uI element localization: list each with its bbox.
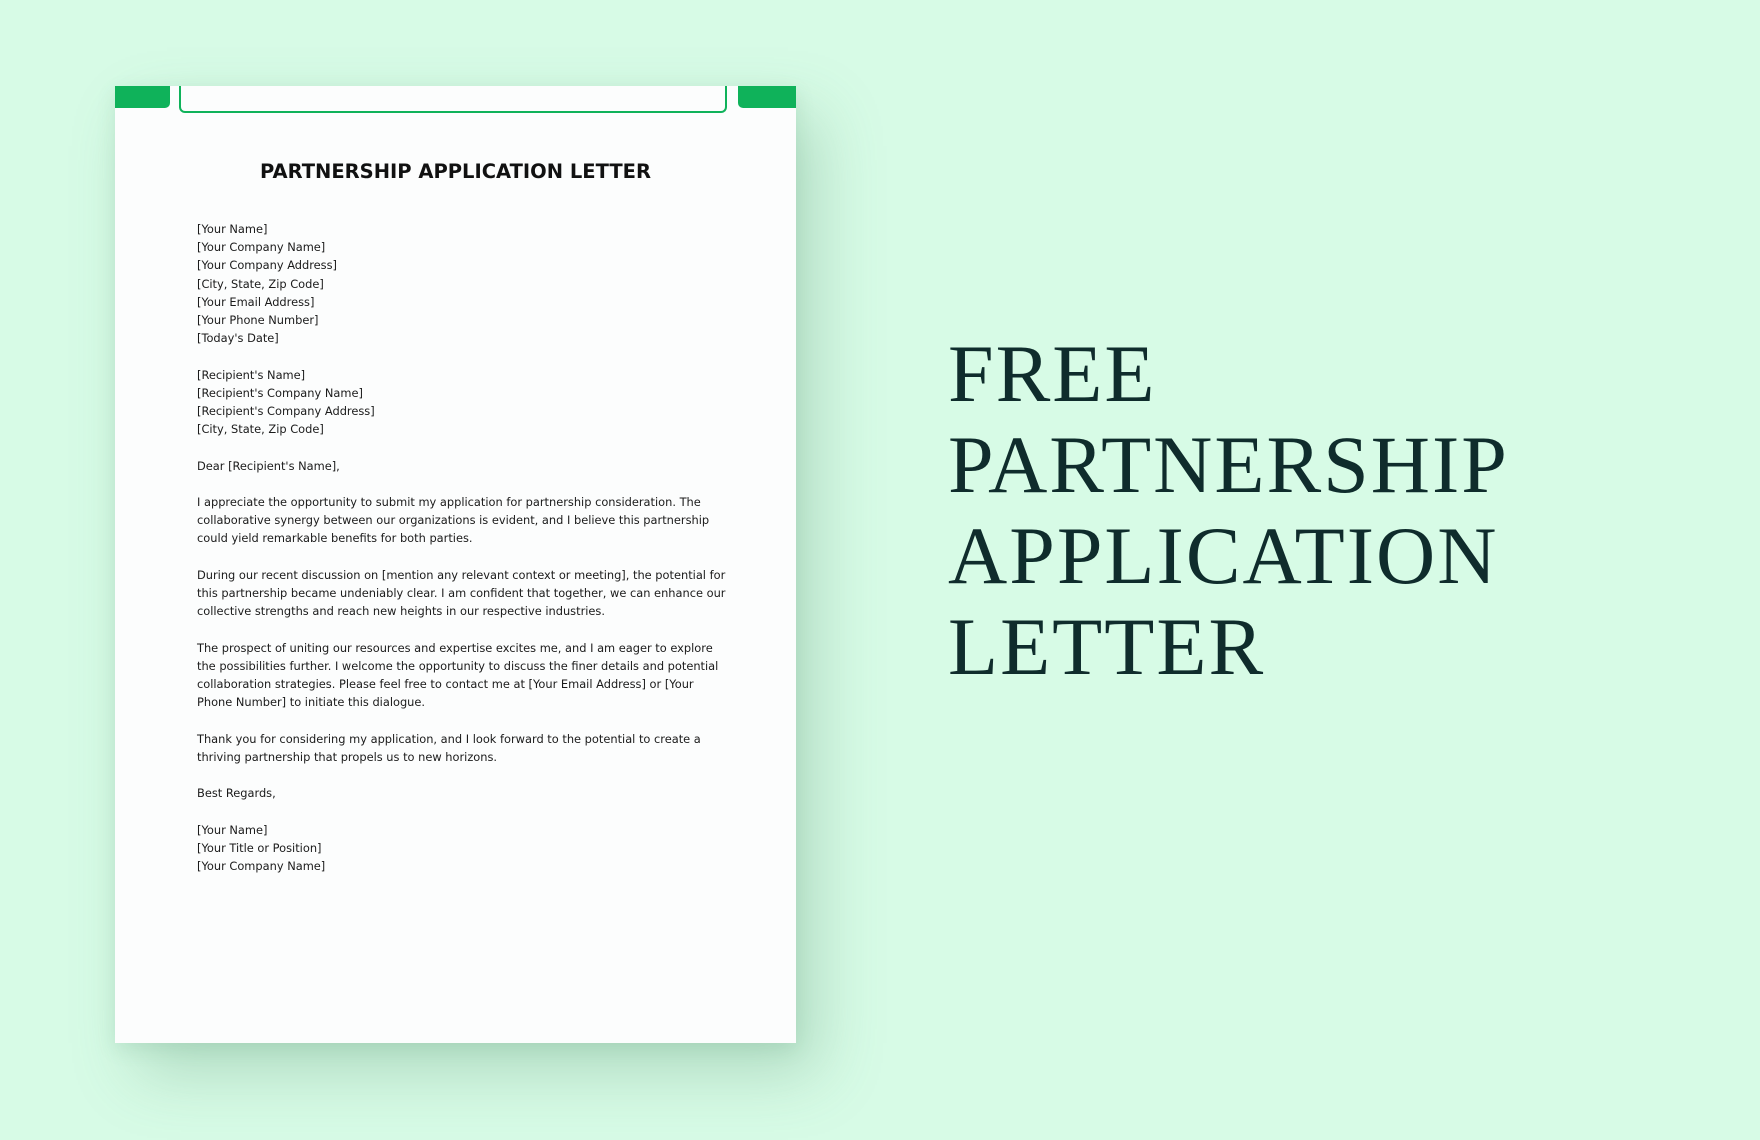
body-paragraph [197, 639, 742, 712]
letter-body [197, 220, 742, 893]
sender-line: [Your Phone Number] [197, 313, 319, 328]
paragraph-line: Thank you for considering my application, and I look forward to the potential to create a [197, 731, 701, 746]
sender-line: [Your Email Address] [197, 294, 315, 309]
sender-line: [Your Name] [197, 222, 268, 236]
recipient-line: [City, State, Zip Code] [197, 422, 324, 437]
page-header-frame-decoration [179, 86, 727, 113]
paragraph-line: thriving partnership that propels us to new horizons. [197, 749, 498, 764]
document-title: PARTNERSHIP APPLICATION LETTER [259, 160, 651, 183]
paragraph-line: could yield remarkable benefits for both parties. [197, 531, 473, 546]
recipient-block [197, 366, 742, 439]
paragraph-line: I appreciate the opportunity to submit my application for partnership consideration. The [197, 495, 701, 509]
paragraph-line: During our recent discussion on [mention any relevant context or meeting], the potential for [197, 567, 726, 582]
sender-line: [Today's Date] [197, 331, 279, 346]
paragraph-line: The prospect of uniting our resources and expertise excites me, and I am eager to explore [197, 640, 713, 655]
headline-line: PARTNERSHIP [948, 419, 1509, 510]
closing: Best Regards, [197, 786, 276, 801]
headline-line: LETTER [948, 601, 1266, 692]
body-paragraph [197, 493, 742, 548]
signature-line: [Your Company Name] [197, 858, 326, 873]
sender-line: [Your Company Address] [197, 258, 337, 273]
paragraph-line: collaboration strategies. Please feel free to contact me at [Your Email Address] or [Your [197, 677, 694, 691]
signature-block [197, 821, 742, 876]
paragraph-line: Phone Number] to initiate this dialogue. [197, 695, 426, 710]
recipient-line: [Recipient's Name] [197, 367, 306, 382]
page-tab-right-decoration [738, 86, 796, 108]
paragraph-line: the possibilities further. I welcome the opportunity to discuss the finer details and potential [197, 658, 719, 673]
sender-line: [City, State, Zip Code] [197, 276, 324, 291]
recipient-line: [Recipient's Company Name] [197, 385, 363, 400]
headline-line: APPLICATION [948, 510, 1499, 601]
sender-block [197, 220, 742, 347]
signature-line: [Your Title or Position] [197, 840, 322, 855]
paragraph-line: collective strengths and reach new heights in our respective industries. [197, 604, 605, 619]
body-paragraph [197, 566, 742, 621]
letter-page [115, 86, 796, 1043]
recipient-line: [Recipient's Company Address] [197, 404, 375, 419]
paragraph-line: this partnership became undeniably clear. I am confident that together, we can enhance our [197, 586, 726, 600]
headline-line: FREE [948, 328, 1157, 419]
signature-line: [Your Name] [197, 822, 268, 837]
paragraph-line: collaborative synergy between our organizations is evident, and I believe this partnership [197, 513, 710, 528]
sender-line: [Your Company Name] [197, 240, 326, 255]
promo-headline [948, 328, 1509, 692]
salutation: Dear [Recipient's Name], [197, 458, 340, 473]
page-tab-left-decoration [115, 86, 170, 108]
body-paragraph [197, 730, 742, 766]
